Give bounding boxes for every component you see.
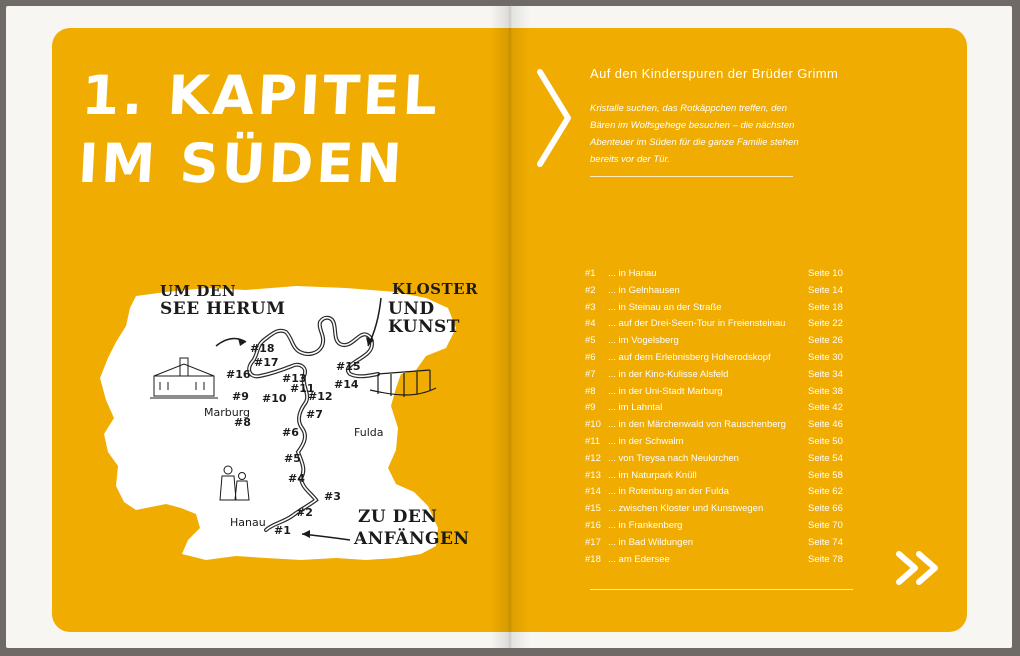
book-gutter-shadow — [490, 6, 530, 648]
toc-row[interactable] — [585, 333, 855, 350]
toc-entry-title: ... zwischen Kloster und Kunstwegen — [608, 503, 764, 515]
toc-entry-number: #1 — [585, 268, 596, 279]
map-marker: #11 — [290, 382, 315, 395]
toc-divider — [590, 589, 853, 590]
toc-entry-page: Seite 66 — [808, 503, 843, 515]
toc-entry-title: ... in Hanau — [608, 268, 657, 279]
toc-entry-page: Seite 54 — [808, 452, 843, 464]
toc-entry-title: ... in Rotenburg an der Fulda — [608, 486, 729, 498]
toc-entry-number: #5 — [585, 335, 596, 347]
toc-entry-title: ... von Treysa nach Neukirchen — [608, 452, 739, 464]
toc-entry-page: Seite 74 — [808, 536, 843, 548]
map-annotation-origins-1: ZU DEN — [358, 507, 438, 527]
toc-row[interactable] — [585, 300, 855, 317]
toc-entry-title: ... in der Kino-Kulisse Alsfeld — [608, 368, 729, 380]
toc-row[interactable] — [585, 384, 855, 401]
arrow-right-icon — [534, 66, 574, 170]
toc-entry-page: Seite 14 — [808, 284, 843, 296]
toc-entry-number: #18 — [585, 553, 601, 565]
toc-entry-page: Seite 26 — [808, 335, 843, 347]
toc-entry-page: Seite 62 — [808, 486, 843, 498]
toc-entry-page: Seite 22 — [808, 318, 843, 330]
map-marker: #12 — [308, 390, 333, 403]
map-marker: #13 — [282, 372, 307, 385]
region-map — [96, 278, 479, 568]
toc-entry-title: ... auf dem Erlebnisberg Hoherodskopf — [608, 351, 771, 363]
toc-entry-page: Seite 50 — [808, 435, 843, 447]
toc-entry-number: #13 — [585, 469, 601, 481]
chapter-subtitle: Auf den Kinderspuren der Brüder Grimm — [590, 66, 839, 81]
chapter-title — [76, 62, 441, 198]
map-marker: #18 — [250, 342, 275, 355]
toc-entry-title: ... am Edersee — [608, 553, 670, 565]
toc-entry-number: #15 — [585, 503, 601, 515]
map-annotation-monastery-1: KLOSTER — [392, 280, 479, 298]
toc-entry-number: #4 — [585, 318, 596, 330]
toc-entry-number: #11 — [585, 435, 601, 447]
toc-entry-page: Seite 30 — [808, 351, 843, 363]
toc-row[interactable] — [585, 501, 855, 518]
toc-entry-page: Seite 34 — [808, 368, 843, 380]
toc-entry-title: ... in der Schwalm — [608, 435, 684, 447]
toc-entry-number: #2 — [585, 284, 596, 296]
toc-entry-title: ... in Frankenberg — [608, 519, 683, 531]
toc-entry-number: #17 — [585, 536, 601, 548]
map-marker: #7 — [306, 408, 323, 421]
toc-entry-page: Seite 38 — [808, 385, 843, 397]
toc-entry-title: ... auf der Drei-Seen-Tour in Freiensteinau — [608, 318, 786, 330]
toc-row[interactable] — [585, 283, 855, 300]
toc-entry-page: Seite 10 — [808, 268, 843, 279]
toc-row[interactable] — [585, 552, 855, 569]
toc-row[interactable] — [585, 434, 855, 451]
toc-entry-title: ... in der Uni-Stadt Marburg — [608, 385, 723, 397]
toc-row[interactable] — [585, 484, 855, 501]
toc-entry-number: #10 — [585, 419, 601, 431]
toc-entry-title: ... im Vogelsberg — [608, 335, 679, 347]
toc-entry-number: #14 — [585, 486, 601, 498]
map-marker: #15 — [336, 360, 361, 373]
double-chevron-right-icon — [893, 550, 945, 586]
map-marker: #8 — [234, 416, 251, 429]
map-city-hanau: Hanau — [230, 516, 266, 529]
toc-entry-title: ... in den Märchenwald von Rauschenberg — [608, 419, 786, 431]
map-marker: #10 — [262, 392, 287, 405]
toc-entry-number: #8 — [585, 385, 596, 397]
map-marker: #4 — [288, 472, 305, 485]
chapter-title-line-1: 1. KAPITEL — [80, 64, 442, 127]
map-marker: #5 — [284, 452, 301, 465]
map-city-marburg: Marburg — [204, 406, 251, 419]
map-annotation-lake-1: UM DEN — [160, 282, 237, 300]
toc-row[interactable] — [585, 468, 855, 485]
chapter-title-line-2: IM SÜDEN — [76, 132, 407, 195]
toc-entry-title: ... in Bad Wildungen — [608, 536, 694, 548]
toc-entry-number: #6 — [585, 351, 596, 363]
table-of-contents — [585, 266, 855, 568]
toc-entry-title: ... im Naturpark Knüll — [608, 469, 697, 481]
chapter-intro: Kristalle suchen, das Rotkäppchen treffen, den Bären im Wolfsgehege besuchen – die nächsten Abenteuer im Süden für die ganze Familie stehen bereits vor der Tür. — [590, 103, 799, 165]
toc-entry-number: #3 — [585, 301, 596, 313]
map-marker: #6 — [282, 426, 299, 439]
toc-entry-page: Seite 78 — [808, 553, 843, 565]
map-marker: #3 — [324, 490, 341, 503]
toc-row[interactable] — [585, 266, 855, 283]
toc-row[interactable] — [585, 535, 855, 552]
toc-entry-page: Seite 42 — [808, 402, 843, 414]
toc-entry-number: #16 — [585, 519, 601, 531]
toc-entry-title: ... in Steinau an der Straße — [608, 301, 722, 313]
map-city-fulda: Fulda — [354, 426, 384, 439]
map-marker: #14 — [334, 378, 359, 391]
toc-entry-page: Seite 18 — [808, 301, 843, 313]
map-marker: #16 — [226, 368, 251, 381]
toc-entry-title: ... in Gelnhausen — [608, 284, 680, 296]
toc-row[interactable] — [585, 451, 855, 468]
toc-entry-number: #12 — [585, 452, 601, 464]
toc-entry-page: Seite 58 — [808, 469, 843, 481]
toc-row[interactable] — [585, 350, 855, 367]
map-marker: #1 — [274, 524, 291, 537]
map-annotation-origins-2: ANFÄNGEN — [354, 529, 470, 549]
toc-row[interactable] — [585, 367, 855, 384]
toc-row[interactable] — [585, 316, 855, 333]
toc-row[interactable] — [585, 400, 855, 417]
map-marker: #9 — [232, 390, 249, 403]
toc-entry-number: #9 — [585, 402, 596, 414]
map-marker: #17 — [254, 356, 279, 369]
toc-entry-number: #7 — [585, 368, 596, 380]
map-marker: #2 — [296, 506, 313, 519]
toc-entry-title: ... im Lahntal — [608, 402, 663, 414]
map-annotation-monastery-2: UND KUNST — [388, 299, 460, 337]
map-annotation-lake-2: SEE HERUM — [160, 299, 286, 319]
toc-row[interactable] — [585, 518, 855, 535]
toc-row[interactable] — [585, 417, 855, 434]
toc-entry-page: Seite 46 — [808, 419, 843, 431]
toc-entry-page: Seite 70 — [808, 519, 843, 531]
intro-divider — [590, 176, 793, 177]
